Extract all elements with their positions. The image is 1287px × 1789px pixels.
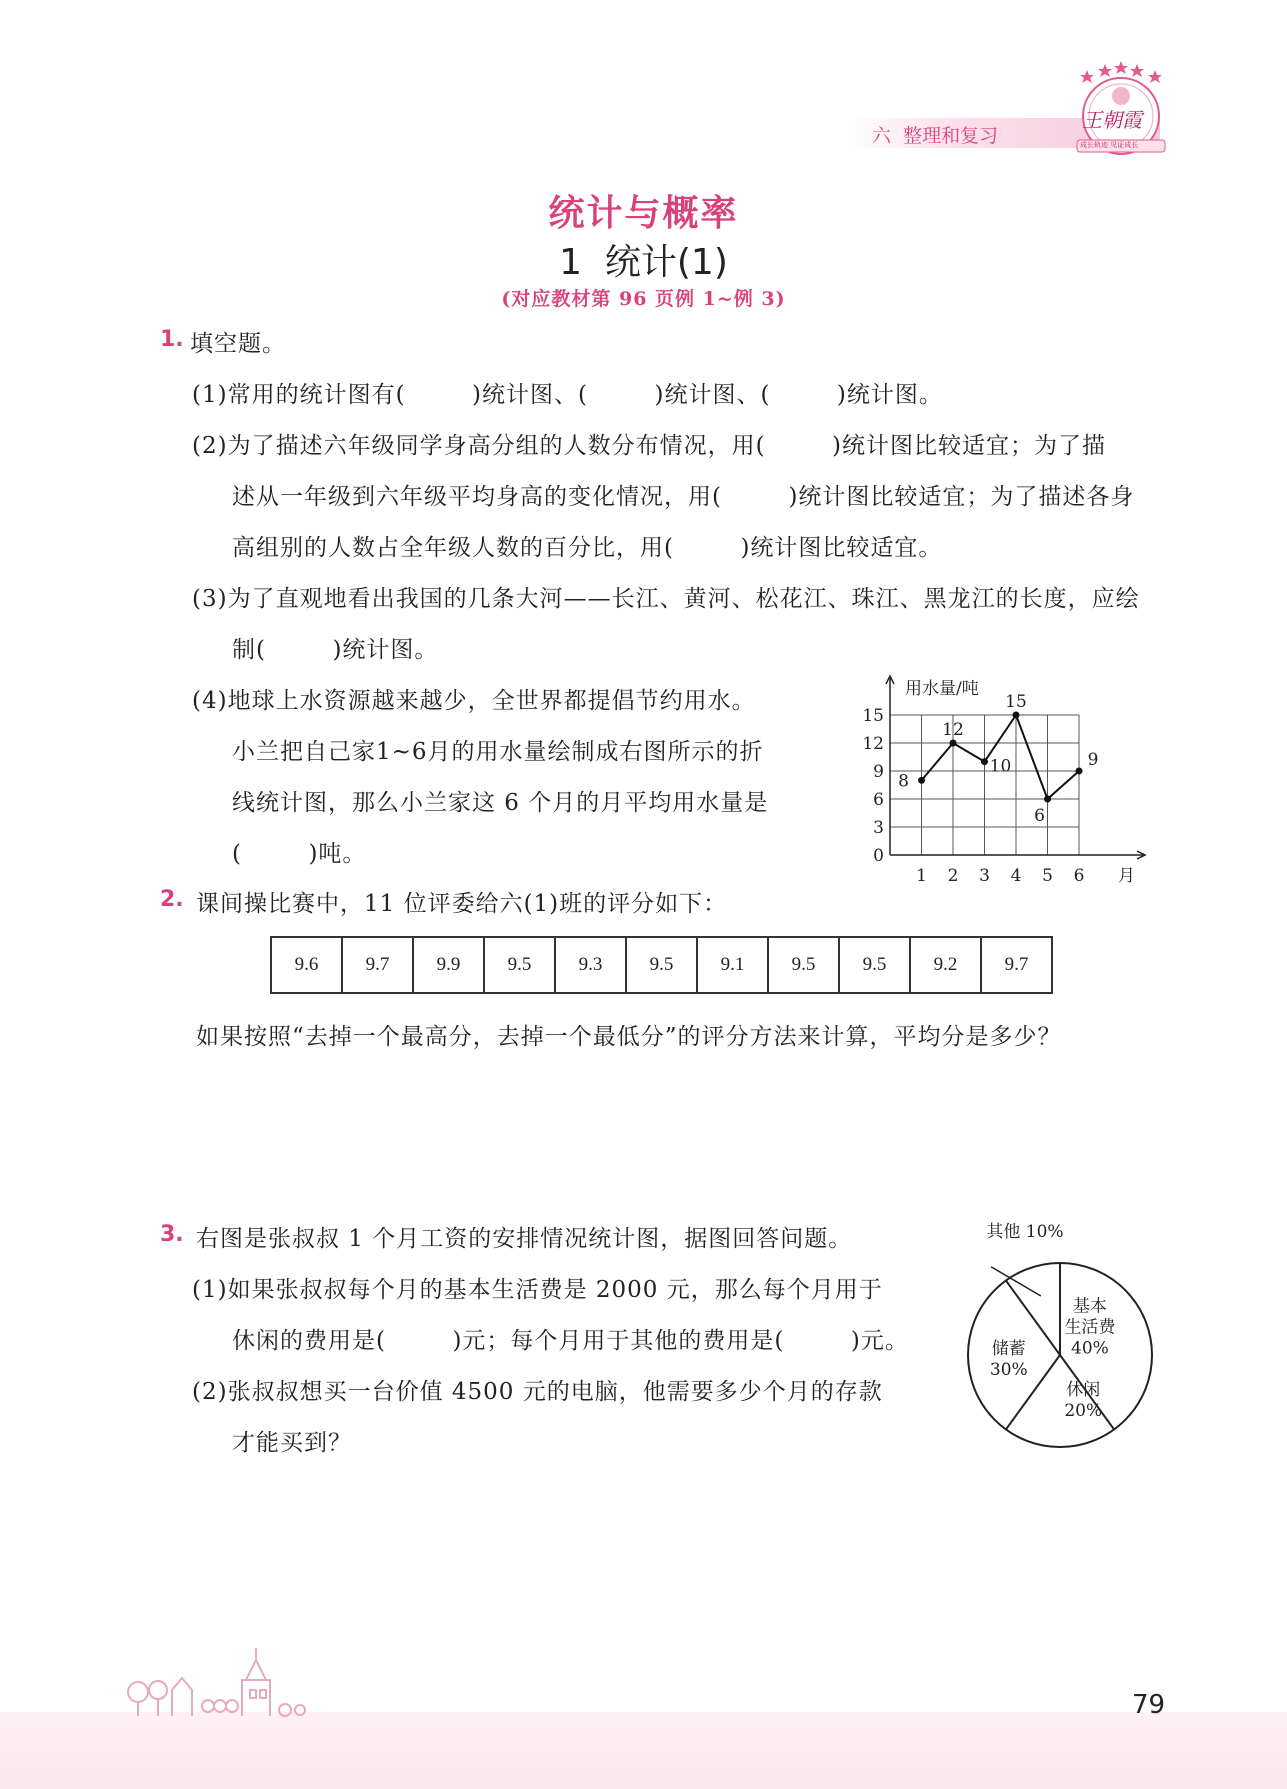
- y-axis-label: 用水量/吨: [905, 679, 979, 699]
- data-point: [918, 777, 925, 784]
- pie-slice-label: 储蓄: [991, 1339, 1026, 1360]
- textbook-reference: (对应教材第 96 页例 1~例 3): [501, 288, 786, 310]
- score-cell: 9.2: [910, 937, 981, 993]
- score-cell: 9.1: [697, 937, 768, 993]
- x-tick-label: 5: [1042, 866, 1053, 886]
- x-tick-label: 2: [947, 866, 959, 886]
- scores-table: [270, 936, 1053, 994]
- score-cell: 9.5: [484, 937, 555, 993]
- lesson-title: 1 统计(1): [559, 242, 728, 283]
- data-point: [950, 740, 957, 747]
- x-tick-label: 4: [1010, 866, 1022, 886]
- pie-slice-label: 休闲: [1066, 1379, 1101, 1400]
- y-tick-label: 12: [862, 734, 884, 754]
- question-3-number: 3.: [160, 1222, 184, 1247]
- question-1-heading: 填空题。: [190, 331, 286, 357]
- salary-pie-chart: [960, 1215, 1180, 1455]
- section-title: 统计与概率: [548, 193, 739, 234]
- y-tick-label: 3: [873, 818, 884, 838]
- question-1-part-4-line-3: 线统计图，那么小兰家这 6 个月的月平均用水量是: [232, 790, 769, 816]
- question-2-question: 如果按照“去掉一个最高分，去掉一个最低分”的评分方法来计算，平均分是多少？: [196, 1024, 1062, 1050]
- score-cell: 9.3: [555, 937, 626, 993]
- pie-slice-label: 30%: [989, 1360, 1028, 1381]
- data-label: 6: [1034, 806, 1045, 826]
- question-2-number: 2.: [160, 887, 184, 912]
- y-tick-label: 0: [873, 846, 884, 866]
- question-3-part-2-line-1: (2)张叔叔想买一台价值 4500 元的电脑，他需要多少个月的存款: [192, 1379, 883, 1405]
- town-illustration: [120, 1640, 420, 1720]
- x-axis-label: 月: [1118, 866, 1135, 886]
- x-tick-label: 3: [979, 866, 990, 886]
- chart-grid: [890, 715, 1079, 855]
- score-cell: 9.5: [768, 937, 839, 993]
- y-tick-label: 6: [873, 790, 884, 810]
- y-tick-label: 15: [862, 706, 884, 726]
- score-cell: 9.5: [626, 937, 697, 993]
- question-3-part-2-line-2: 才能买到？: [232, 1430, 352, 1456]
- question-3-part-1-line-2: 休闲的费用是( )元；每个月用于其他的费用是( )元。: [232, 1328, 909, 1354]
- question-1-part-2-line-2: 述从一年级到六年级平均身高的变化情况，用( )统计图比较适宜；为了描述各身: [232, 484, 1135, 510]
- table-row: [271, 937, 1052, 993]
- pie-slice-label: 基本: [1072, 1296, 1107, 1317]
- data-label: 12: [942, 720, 964, 740]
- pie-slice-label: 其他 10%: [986, 1222, 1064, 1242]
- data-point: [1076, 768, 1083, 775]
- question-1-part-1: (1)常用的统计图有( )统计图、( )统计图、( )统计图。: [192, 382, 943, 408]
- score-cell: 9.9: [413, 937, 484, 993]
- question-1-part-2-line-3: 高组别的人数占全年级人数的百分比，用( )统计图比较适宜。: [232, 535, 943, 561]
- question-1-part-3-line-2: 制( )统计图。: [232, 637, 439, 663]
- question-3-heading: 右图是张叔叔 1 个月工资的安排情况统计图，据图回答问题。: [196, 1226, 853, 1252]
- data-label: 10: [989, 756, 1012, 777]
- data-label: 15: [1005, 692, 1027, 712]
- question-1-part-3-line-1: (3)为了直观地看出我国的几条大河——长江、黄河、松花江、珠江、黑龙江的长度，应绘: [192, 586, 1140, 612]
- score-cell: 9.6: [271, 937, 342, 993]
- pie-slice-label: 40%: [1071, 1338, 1109, 1359]
- data-point: [981, 758, 988, 765]
- pie-slice-label: 20%: [1064, 1400, 1103, 1421]
- footer-band: [0, 1712, 1287, 1789]
- x-tick-label: 6: [1073, 866, 1085, 886]
- page-number: 79: [1132, 1690, 1166, 1720]
- data-point: [1013, 712, 1020, 719]
- question-2-heading: 课间操比赛中，11 位评委给六(1)班的评分如下：: [196, 891, 728, 917]
- pie-slice-label: 生活费: [1064, 1317, 1116, 1338]
- score-cell: 9.5: [839, 937, 910, 993]
- question-3-part-1-line-1: (1)如果张叔叔每个月的基本生活费是 2000 元，那么每个月用于: [192, 1277, 883, 1303]
- data-label: 9: [1087, 750, 1099, 770]
- question-1-part-2-line-1: (2)为了描述六年级同学身高分组的人数分布情况，用( )统计图比较适宜；为了描: [192, 433, 1107, 459]
- chapter-label: 六 整理和复习: [872, 125, 999, 147]
- x-tick-label: 1: [916, 866, 927, 886]
- data-label: 8: [898, 771, 909, 792]
- question-1-part-4-line-4: ( )吨。: [232, 841, 367, 867]
- data-point: [1044, 796, 1051, 803]
- question-1-part-4-line-1: (4)地球上水资源越来越少，全世界都提倡节约用水。: [192, 688, 756, 714]
- logo-motto: 成长轨迹 见证成长: [1080, 141, 1139, 149]
- y-tick-label: 9: [873, 762, 884, 782]
- question-1-part-4-line-2: 小兰把自己家1~6月的用水量绘制成右图所示的折: [232, 739, 764, 765]
- score-cell: 9.7: [981, 937, 1052, 993]
- logo-name: 王朝霞: [1082, 108, 1142, 132]
- question-1-number: 1.: [160, 327, 184, 352]
- score-cell: 9.7: [342, 937, 413, 993]
- water-usage-line-chart: [855, 670, 1155, 895]
